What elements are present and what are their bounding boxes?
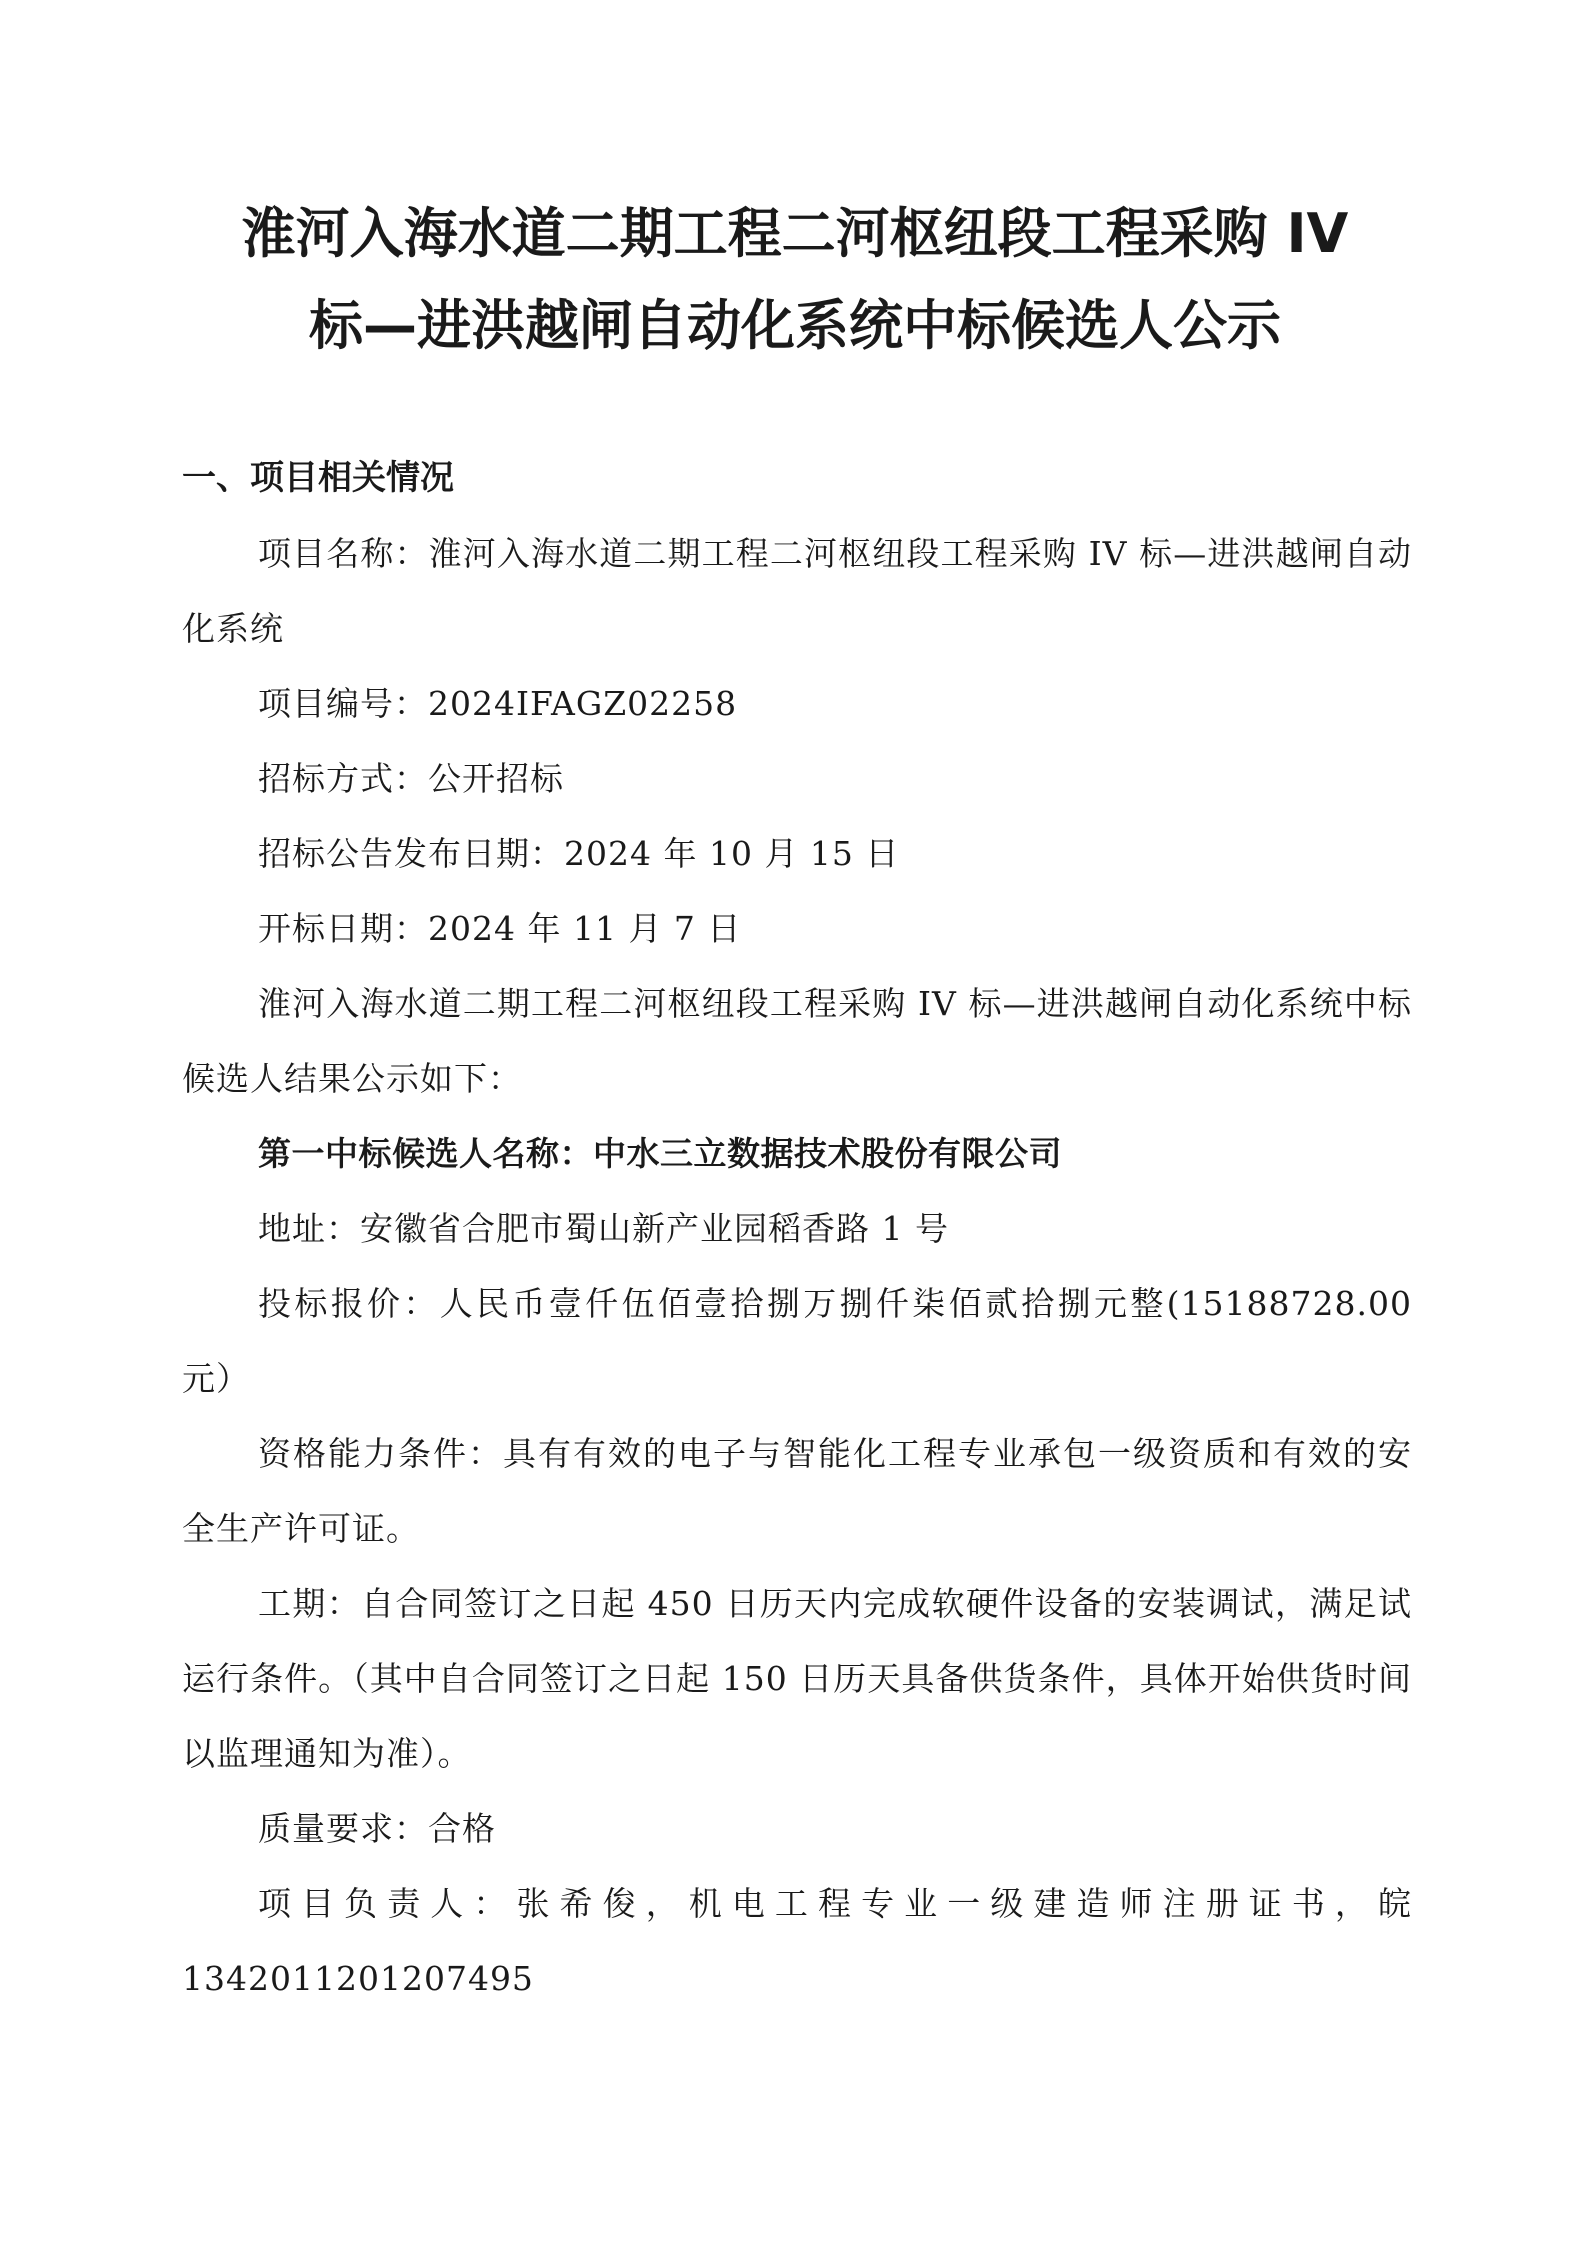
project-code-label: 项目编号：	[258, 684, 428, 723]
first-candidate-row	[182, 1116, 1412, 1191]
address-value: 安徽省合肥市蜀山新产业园稻香路 1 号	[360, 1209, 949, 1248]
qualification-label: 资格能力条件：	[258, 1434, 503, 1473]
open-date-value: 2024 年 11 月 7 日	[428, 909, 742, 948]
qualification-value: 具有有效的电子与智能化工程专业承包一级资质和有效的安全生产许可证。	[182, 1434, 1412, 1548]
tender-method-value: 公开招标	[428, 759, 564, 798]
construction-period-row	[182, 1566, 1412, 1791]
tender-method-row	[182, 741, 1412, 816]
document-title-line-2: 标—进洪越闸自动化系统中标候选人公示	[309, 294, 1281, 357]
project-code-row	[182, 666, 1412, 741]
notice-date-value: 2024 年 10 月 15 日	[564, 834, 900, 873]
project-name-label: 项目名称：	[258, 534, 429, 573]
tender-method-label: 招标方式：	[258, 759, 428, 798]
bid-price-row	[182, 1266, 1412, 1416]
bid-price-value: 人民币壹仟伍佰壹拾捌万捌仟柒佰贰拾捌元整(15188728.00 元）	[182, 1284, 1412, 1398]
qualification-row	[182, 1416, 1412, 1566]
project-manager-value: 张希俊，机电工程专业一级建造师注册证书，皖 1342011201207495	[182, 1884, 1413, 1998]
project-name-value: 淮河入海水道二期工程二河枢纽段工程采购 IV 标—进洪越闸自动化系统	[182, 534, 1413, 648]
project-manager-label: 项目负责人：	[258, 1884, 517, 1923]
project-name-row	[182, 516, 1412, 666]
quality-value: 合格	[428, 1809, 496, 1848]
notice-date-label: 招标公告发布日期：	[258, 834, 564, 873]
quality-label: 质量要求：	[258, 1809, 428, 1848]
address-label: 地址：	[258, 1209, 360, 1248]
document-title-line-1: 淮河入海水道二期工程二河枢纽段工程采购 IV	[241, 202, 1349, 265]
open-date-label: 开标日期：	[258, 909, 428, 948]
first-candidate-label: 第一中标候选人名称：	[258, 1134, 593, 1173]
construction-period-label: 工期：	[258, 1584, 362, 1623]
first-candidate-name: 中水三立数据技术股份有限公司	[593, 1134, 1062, 1173]
quality-row	[182, 1791, 1412, 1866]
section-heading: 一、项目相关情况	[182, 458, 454, 498]
project-code-value: 2024IFAGZ02258	[428, 684, 738, 723]
open-date-row	[182, 891, 1412, 966]
address-row	[182, 1191, 1412, 1266]
project-manager-row	[182, 1866, 1412, 2016]
result-intro: 淮河入海水道二期工程二河枢纽段工程采购 IV 标—进洪越闸自动化系统中标候选人结果公示如下：	[182, 984, 1412, 1098]
construction-period-value: 自合同签订之日起 450 日历天内完成软硬件设备的安装调试，满足试运行条件。（其中自合同签订之日起 150 日历天具备供货条件，具体开始供货时间以监理通知为准）。	[182, 1584, 1413, 1773]
bid-price-label: 投标报价：	[258, 1284, 440, 1323]
notice-date-row	[182, 816, 1412, 891]
